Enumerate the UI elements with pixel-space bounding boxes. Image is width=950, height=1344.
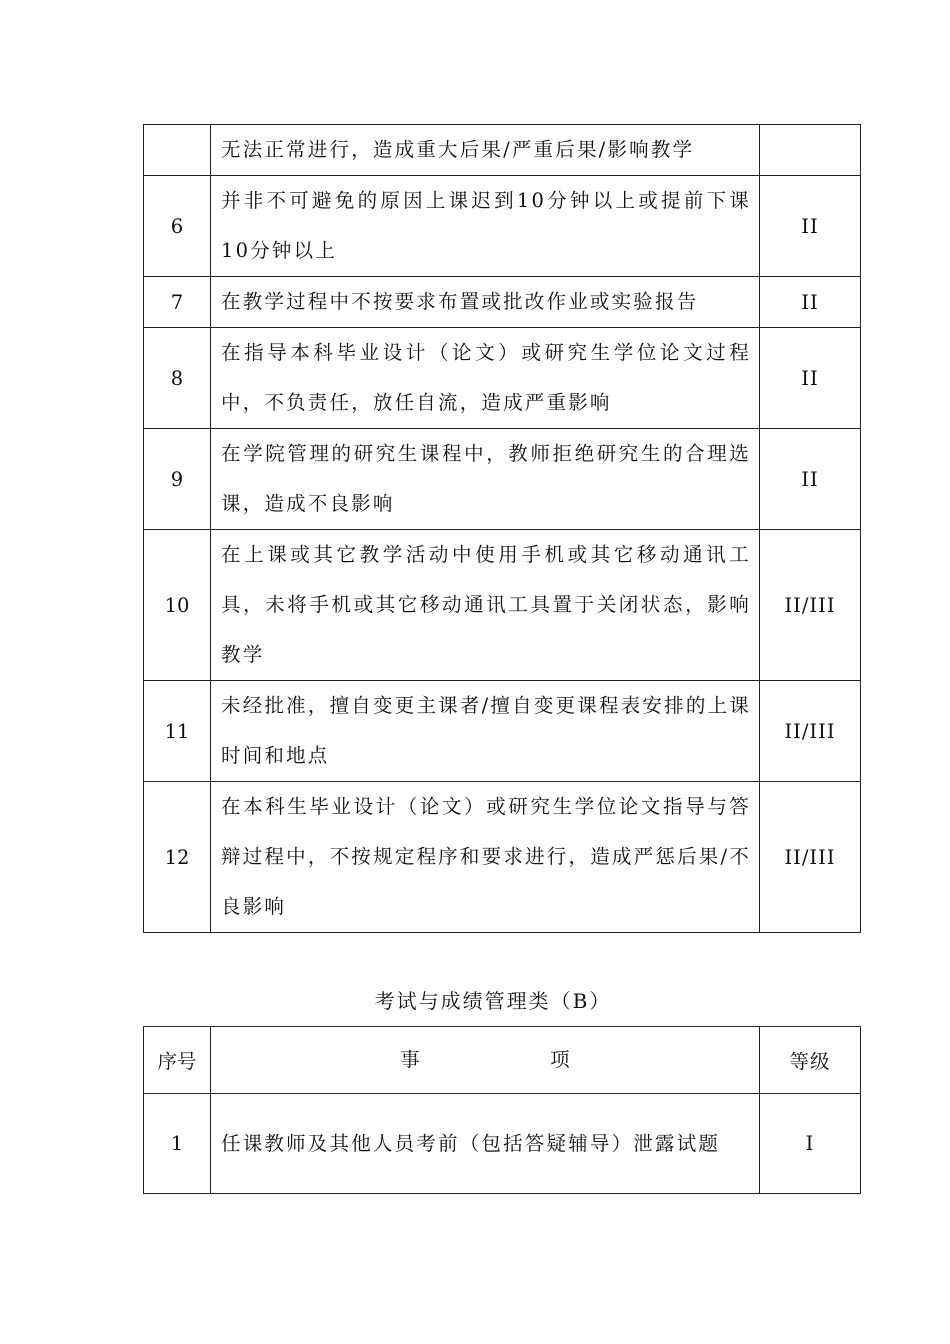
- table-row: [144, 530, 861, 681]
- table-row: [144, 782, 861, 933]
- row-grade: [760, 125, 861, 176]
- row-grade: I: [760, 1094, 861, 1194]
- row-grade: II/III: [760, 530, 861, 681]
- row-description: 未经批准，擅自变更主课者/擅自变更课程表安排的上课时间和地点: [211, 681, 760, 782]
- row-grade: II: [760, 429, 861, 530]
- table-header-row: [144, 1027, 861, 1094]
- row-description: 在教学过程中不按要求布置或批改作业或实验报告: [211, 277, 760, 328]
- row-grade: II/III: [760, 782, 861, 933]
- header-grade: 等级: [760, 1027, 861, 1094]
- row-number: 8: [144, 328, 211, 429]
- row-grade: II: [760, 328, 861, 429]
- violations-table-a: [143, 124, 861, 933]
- row-number: 6: [144, 176, 211, 277]
- row-description: 在学院管理的研究生课程中，教师拒绝研究生的合理选课，造成不良影响: [211, 429, 760, 530]
- row-number: 7: [144, 277, 211, 328]
- violations-table-b: [143, 1026, 861, 1194]
- table-row: [144, 1094, 861, 1194]
- table-row: [144, 125, 861, 176]
- header-item-left: 事: [400, 1048, 422, 1071]
- row-description: 任课教师及其他人员考前（包括答疑辅导）泄露试题: [211, 1094, 760, 1194]
- table-row: [144, 681, 861, 782]
- table-row: [144, 277, 861, 328]
- header-number: 序号: [144, 1027, 211, 1094]
- row-grade: II/III: [760, 681, 861, 782]
- table-row: [144, 429, 861, 530]
- row-grade: II: [760, 176, 861, 277]
- header-item: [211, 1027, 760, 1094]
- row-description: 无法正常进行，造成重大后果/严重后果/影响教学: [211, 125, 760, 176]
- row-number: [144, 125, 211, 176]
- row-number: 1: [144, 1094, 211, 1194]
- table-row: [144, 328, 861, 429]
- row-description: 并非不可避免的原因上课迟到10分钟以上或提前下课10分钟以上: [211, 176, 760, 277]
- row-grade: II: [760, 277, 861, 328]
- section-title: 考试与成绩管理类（B）: [374, 989, 612, 1013]
- row-description: 在上课或其它教学活动中使用手机或其它移动通讯工具，未将手机或其它移动通讯工具置于关闭状态，影响教学: [211, 530, 760, 681]
- row-number: 11: [144, 681, 211, 782]
- row-number: 9: [144, 429, 211, 530]
- row-number: 10: [144, 530, 211, 681]
- row-number: 12: [144, 782, 211, 933]
- header-item-right: 项: [550, 1048, 572, 1071]
- row-description: 在本科生毕业设计（论文）或研究生学位论文指导与答辩过程中，不按规定程序和要求进行，造成严惩后果/不良影响: [211, 782, 760, 933]
- row-description: 在指导本科毕业设计（论文）或研究生学位论文过程中，不负责任，放任自流，造成严重影响: [211, 328, 760, 429]
- table-row: [144, 176, 861, 277]
